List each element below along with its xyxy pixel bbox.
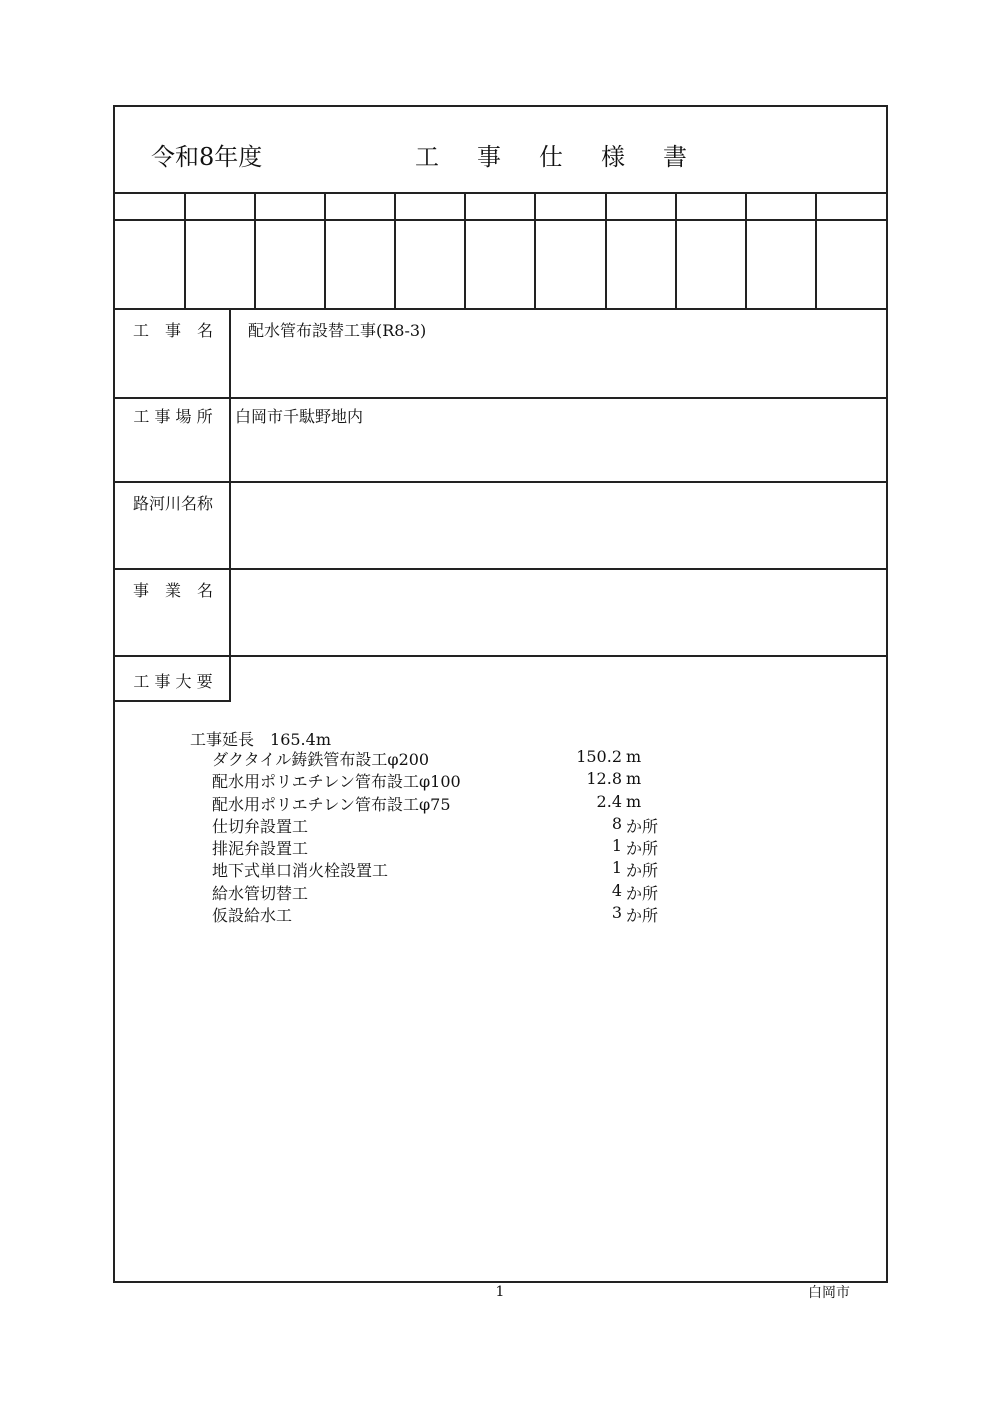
title-char: 工 — [415, 143, 439, 171]
work-item-quantity: 150.2 — [576, 747, 622, 766]
work-item-name: 仕切弁設置工 — [212, 816, 309, 836]
title-char: 書 — [663, 143, 687, 171]
work-item-unit: か所 — [626, 906, 659, 926]
work-item-name: 給水管切替工 — [212, 883, 309, 903]
work-item-unit: か所 — [626, 816, 659, 836]
work-item-name: 配水用ポリエチレン管布設工φ100 — [212, 772, 461, 792]
approval-stamp-grid — [115, 192, 886, 308]
row-label-text: 路河川名称 — [132, 494, 213, 513]
row-label-text: 工 事 名 — [132, 321, 213, 340]
row-road-river-name — [115, 483, 886, 570]
row-label — [115, 570, 231, 655]
row-label — [115, 310, 231, 397]
work-item-quantity: 8 — [611, 813, 622, 833]
work-item-quantity: 12.8 — [586, 769, 622, 789]
work-item-unit: m — [626, 791, 642, 811]
project-name-value: 配水管布設替工事(R8-3) — [248, 321, 427, 340]
total-length-label: 工事延長 — [190, 730, 255, 749]
title-char: 仕 — [539, 143, 563, 171]
grid-column-divider — [815, 192, 817, 308]
grid-column-divider — [324, 192, 326, 308]
row-project-name — [115, 308, 886, 399]
document-title — [415, 137, 725, 172]
work-item-unit: m — [626, 769, 642, 789]
work-item-name: 排泥弁設置工 — [212, 839, 309, 859]
fiscal-year: 令和8年度 — [151, 143, 263, 171]
row-project-site — [115, 396, 886, 483]
outline-label-cell — [115, 657, 231, 702]
grid-column-divider — [745, 192, 747, 308]
title-char: 事 — [477, 143, 501, 171]
work-item-unit: m — [626, 747, 642, 766]
work-item-unit: か所 — [626, 839, 659, 859]
issuer-city: 白岡市 — [808, 1285, 850, 1301]
work-item-quantity: 3 — [611, 903, 622, 923]
row-label-text: 工 事 場 所 — [133, 407, 213, 426]
work-item-quantity: 2.4 — [596, 791, 622, 811]
page-number: 1 — [495, 1284, 505, 1300]
grid-column-divider — [394, 192, 396, 308]
grid-column-divider — [605, 192, 607, 308]
work-item-unit: か所 — [626, 883, 659, 903]
grid-column-divider — [464, 192, 466, 308]
work-item-quantity: 1 — [611, 858, 622, 878]
row-label-text: 事 業 名 — [132, 581, 213, 600]
grid-divider — [115, 219, 886, 221]
grid-column-divider — [675, 192, 677, 308]
spec-sheet-frame — [113, 105, 888, 1283]
title-char: 様 — [601, 143, 625, 171]
title-row — [115, 107, 886, 194]
row-label — [115, 483, 231, 568]
row-business-name — [115, 570, 886, 657]
grid-column-divider — [254, 192, 256, 308]
row-label — [115, 396, 231, 481]
outline-label: 工 事 大 要 — [133, 672, 213, 691]
grid-column-divider — [184, 192, 186, 308]
work-item-name: 仮設給水工 — [212, 906, 293, 926]
grid-column-divider — [534, 192, 536, 308]
work-item-quantity: 1 — [611, 836, 622, 856]
total-length-value: 165.4m — [270, 730, 331, 749]
work-item-unit: か所 — [626, 861, 659, 881]
project-site-value: 白岡市千駄野地内 — [235, 407, 364, 426]
work-item-name: ダクタイル鋳鉄管布設工φ200 — [212, 750, 430, 769]
work-item-name: 地下式単口消火栓設置工 — [212, 861, 389, 881]
work-item-quantity: 4 — [611, 880, 622, 900]
work-item-name: 配水用ポリエチレン管布設工φ75 — [212, 794, 451, 814]
